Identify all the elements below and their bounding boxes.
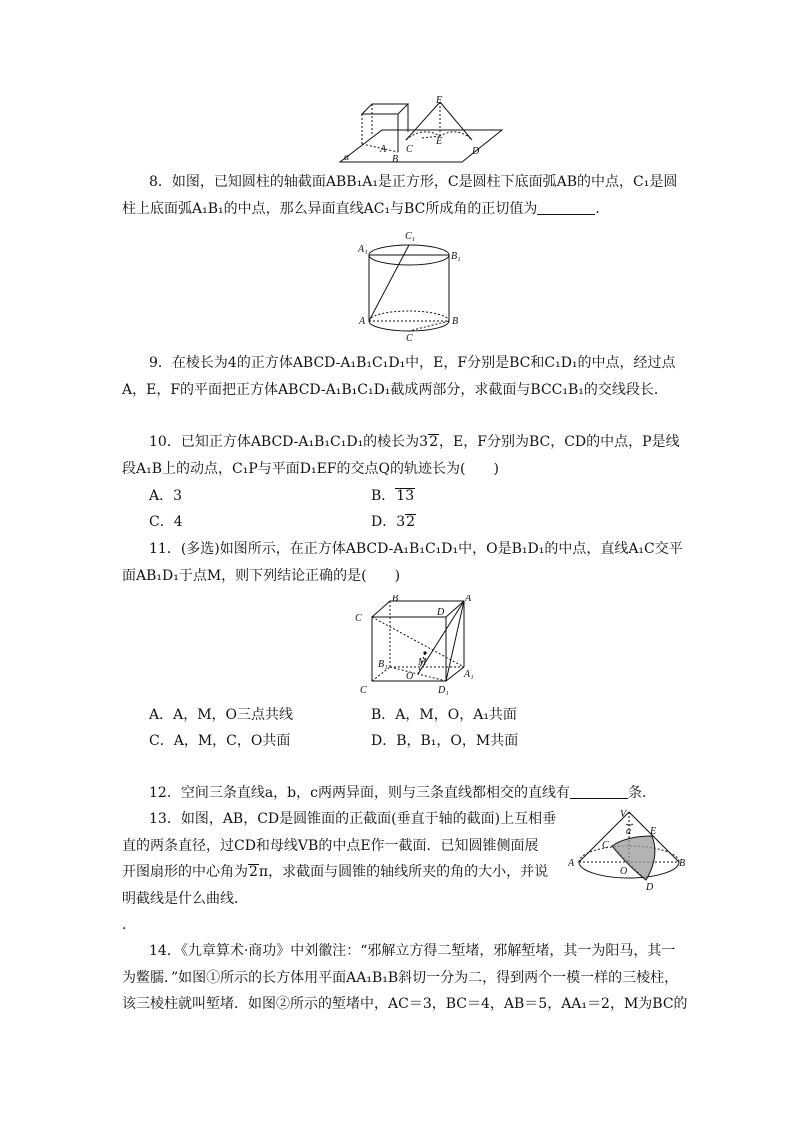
q12-line: 12．空间三条直线a，b，c两两异面，则与三条直线都相交的直线有 条．: [149, 785, 656, 801]
q11-line-2: 面AB₁D₁于点M，则下列结论正确的是( ): [122, 568, 401, 584]
fig8-label-a1: A₁: [358, 244, 368, 255]
fig7-label-b: B: [392, 154, 399, 165]
q11-option-a[interactable]: A．A，M，O三点共线: [149, 707, 294, 723]
fig13-label-v: V: [620, 809, 627, 820]
q11-option-c[interactable]: C．A，M，C，O共面: [149, 733, 291, 749]
fig13-label-d: D: [646, 882, 654, 892]
fig8-label-b1: B₁: [451, 251, 461, 262]
fig11-label-m: M: [418, 657, 427, 668]
fig7-label-f: F: [436, 96, 443, 106]
fig13-label-o: O: [620, 866, 628, 877]
q14-line-1: 14．《九章算术·商功》中刘徽注：“邪解立方得二堑堵，邪解堑堵，其一为阳马，其一: [149, 943, 676, 959]
q13-line-4: 明截线是什么曲线．: [122, 891, 248, 907]
fig7-label-alpha: α: [344, 152, 350, 163]
q10-option-a[interactable]: A．3: [149, 488, 183, 504]
fig13-label-c: C: [602, 840, 609, 851]
q13-line-1: 13．如图，AB，CD是圆锥面的正截面(垂直于轴的截面)上互相垂: [149, 811, 557, 827]
fig8-label-c: C: [406, 333, 413, 342]
fig11-label-d: D: [437, 607, 445, 618]
q8-line-1: 8．如图，已知圆柱的轴截面ABB₁A₁是正方形，C是圆柱下底面弧AB的中点，C₁是圆: [149, 174, 678, 190]
fig8-label-c1: C₁: [405, 231, 416, 242]
fig11-label-a: A: [465, 595, 472, 604]
fig11-label-c: C: [355, 613, 362, 624]
q11-line-1: 11．(多选)如图所示，在正方体ABCD-A₁B₁C₁D₁中，O是B₁D₁的中点，直线A₁C交平: [149, 541, 683, 557]
q9-line-2: A，E，F的平面把正方体ABCD-A₁B₁C₁D₁截成两部分，求截面与BCC₁B₁的交线段长．: [122, 382, 668, 398]
q10-sqrt: 2: [429, 434, 439, 450]
q14-line-2: 为鳖臑．”如图①所示的长方体用平面AA₁B₁B斜切一分为二，得到两个一模一样的三棱柱，: [122, 970, 679, 986]
fig11-label-o: O: [406, 671, 414, 682]
fig13-label-e: E: [650, 826, 657, 837]
fig7-label-c: C: [406, 144, 413, 155]
fig11-label-b: B: [392, 595, 399, 604]
fig11-label-a1: A₁: [464, 669, 474, 680]
q13-dot: .: [122, 917, 127, 933]
fig11-label-d1: D₁: [438, 685, 449, 695]
q13-line-3: 开图扇形的中心角为2π，求截面与圆锥的轴线所夹的角的大小，并说: [122, 864, 549, 880]
fig13-label-alpha: α: [626, 826, 632, 837]
fig8-label-b: B: [452, 316, 459, 327]
figure-cube: [352, 595, 476, 695]
fig8-label-a: A: [359, 316, 366, 327]
q10-line-2: 段A₁B上的动点，C₁P与平面D₁EF的交点Q的轨迹长为( ): [122, 461, 499, 477]
figure-plane-geometry: [322, 96, 504, 166]
figure-cylinder: [358, 228, 468, 342]
q8-line-2: 柱上底面弧A₁B₁的中点，那么异面直线AC₁与BC所成角的正切值为 ．: [122, 201, 610, 217]
q11-option-b[interactable]: B．A，M，O，A₁共面: [371, 707, 517, 723]
fig13-label-b: B: [679, 858, 686, 869]
q10-line-1: 10．已知正方体ABCD-A₁B₁C₁D₁的棱长为32，E，F分别为BC，CD的中点，P是线: [149, 434, 680, 450]
q9-line-1: 9．在棱长为4的正方体ABCD-A₁B₁C₁D₁中，E，F分别是BC和C₁D₁的中点，经过点: [149, 355, 676, 371]
fig7-label-d: D: [472, 146, 480, 157]
q8-answer-blank[interactable]: [537, 200, 595, 215]
fig7-label-a: A: [380, 144, 387, 155]
fig13-label-a: A: [568, 858, 575, 869]
q14-line-3: 该三棱柱就叫堑堵．如图②所示的堑堵中，AC＝3，BC＝4，AB＝5，AA₁＝2，M为BC的: [122, 996, 688, 1012]
fig11-label-c1: C: [360, 685, 367, 695]
figure-cone: [568, 806, 688, 892]
q11-option-d[interactable]: D．B，B₁，O，M共面: [371, 733, 519, 749]
q13-line-2: 直的两条直径，过CD和母线VB的中点E作一截面．已知圆锥侧面展: [122, 838, 539, 854]
q10-option-c[interactable]: C．4: [149, 514, 183, 530]
fig7-label-e: E: [436, 136, 443, 147]
fig11-label-b1: B₁: [378, 659, 388, 670]
q12-answer-blank[interactable]: [570, 784, 628, 799]
q10-option-b[interactable]: B．13: [371, 488, 415, 504]
q10-option-d[interactable]: D．32: [371, 514, 416, 530]
